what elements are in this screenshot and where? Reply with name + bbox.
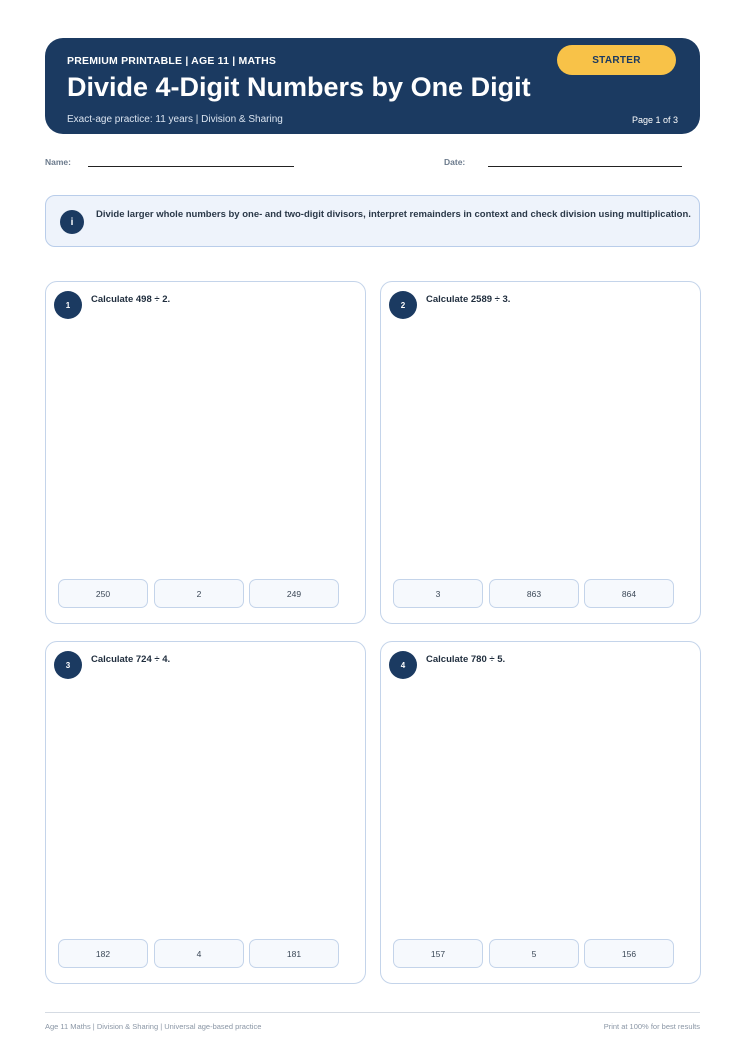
answer-option[interactable]: 2 [154,579,244,608]
page-title: Divide 4-Digit Numbers by One Digit [67,72,531,102]
date-label: Date: [444,157,466,167]
answer-option[interactable]: 863 [489,579,579,608]
question-number-badge: 3 [54,651,82,679]
question-text: Calculate 498 ÷ 2. [91,294,171,305]
question-card [380,641,701,984]
answer-option[interactable]: 5 [489,939,579,968]
answer-option[interactable]: 250 [58,579,148,608]
question-card [380,281,701,624]
date-field[interactable] [488,166,682,167]
question-card [45,641,366,984]
instructions-box [45,195,700,247]
answer-option[interactable]: 864 [584,579,674,608]
question-number-badge: 2 [389,291,417,319]
answer-option[interactable]: 182 [58,939,148,968]
footer-left-text: Age 11 Maths | Division & Sharing | Universal age-based practice [45,1022,262,1031]
answer-option[interactable]: 181 [249,939,339,968]
answer-option[interactable]: 4 [154,939,244,968]
answer-option[interactable]: 156 [584,939,674,968]
question-text: Calculate 724 ÷ 4. [91,654,171,665]
header-subtitle: Exact-age practice: 11 years | Division & Sharing [67,114,283,125]
page-number: Page 1 of 3 [631,115,678,125]
name-label: Name: [45,157,71,167]
question-text: Calculate 2589 ÷ 3. [426,294,511,305]
answer-option[interactable]: 157 [393,939,483,968]
question-card [45,281,366,624]
instructions-text: Divide larger whole numbers by one- and two-digit divisors, interpret remainders in context and check division using multiplication. [96,209,691,220]
header-kicker: PREMIUM PRINTABLE | AGE 11 | MATHS [67,55,277,67]
level-badge: STARTER [557,45,676,75]
worksheet-header [45,38,700,134]
answer-option[interactable]: 249 [249,579,339,608]
name-field[interactable] [88,166,294,167]
footer-divider [45,1012,700,1013]
question-number-badge: 1 [54,291,82,319]
footer-right-text: Print at 100% for best results [603,1022,700,1031]
question-text: Calculate 780 ÷ 5. [426,654,506,665]
question-number-badge: 4 [389,651,417,679]
answer-option[interactable]: 3 [393,579,483,608]
info-icon: i [60,210,84,234]
